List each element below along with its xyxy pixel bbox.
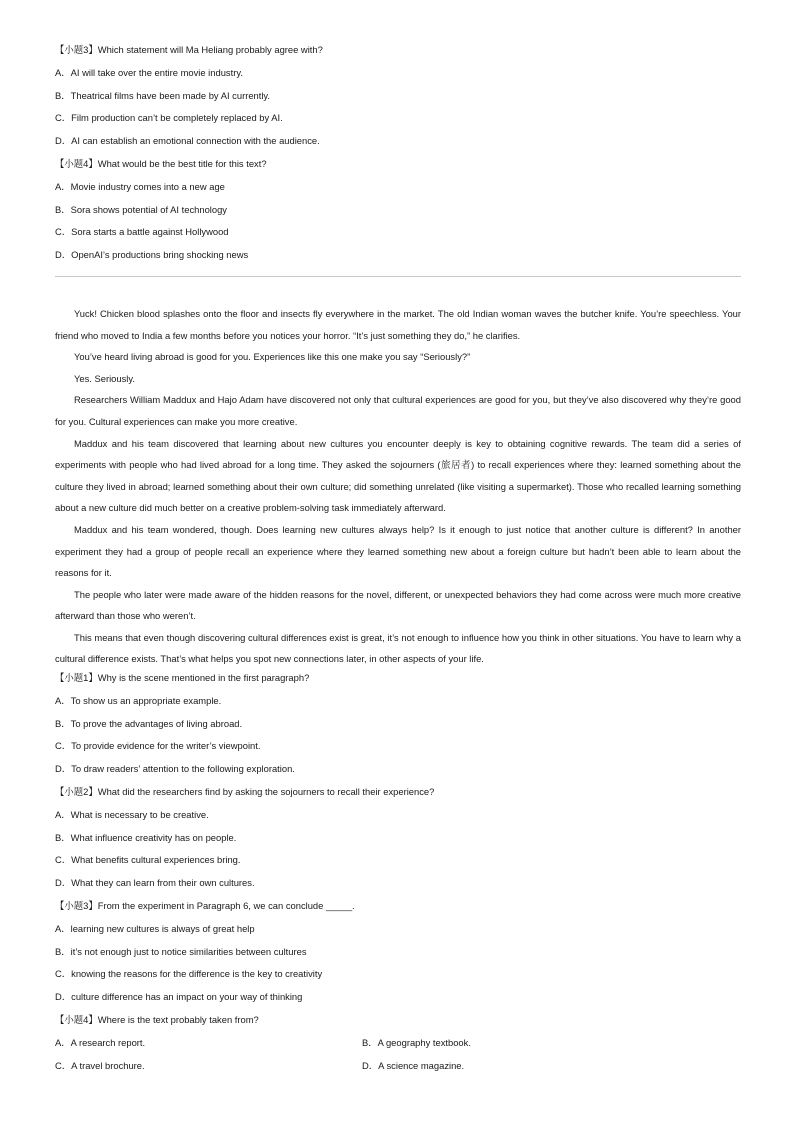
passage-paragraph: Yuck! Chicken blood splashes onto the floor and insects fly everywhere in the market. The old Indian woman waves the butcher knife. You’re speechless. Your friend who moved to India a few months before you notices your horror. “It’s just something they do,” he clarifies. — [55, 307, 741, 341]
option-a[interactable]: A．Movie industry comes into a new age — [55, 180, 225, 192]
reading-passage — [55, 303, 741, 670]
option-c[interactable]: C．What benefits cultural experiences bring. — [55, 854, 241, 866]
option-d[interactable]: D．A science magazine. — [362, 1059, 465, 1071]
option-c[interactable]: C．A travel brochure. — [55, 1059, 145, 1071]
option-d[interactable]: D．AI can establish an emotional connection with the audience. — [55, 135, 320, 147]
question-block — [55, 898, 741, 1012]
option-c[interactable]: C．Sora starts a battle against Hollywood — [55, 226, 229, 238]
document-page — [55, 42, 741, 1080]
option-d[interactable]: D．What they can learn from their own cultures. — [55, 877, 255, 889]
question-stem: 【小题1】Why is the scene mentioned in the first paragraph? — [55, 672, 310, 684]
option-a[interactable]: A．A research report. — [55, 1036, 146, 1048]
question-stem: 【小题4】Where is the text probably taken from? — [55, 1014, 259, 1026]
option-c[interactable]: C．Film production can’t be completely replaced by AI. — [55, 112, 283, 124]
option-b[interactable]: B．What influence creativity has on people. — [55, 831, 237, 843]
passage-paragraph: This means that even though discovering cultural differences exist is great, it’s not enough to influence how you think in other situations. You have to learn why a cultural difference exists. That’s what helps you spot new connections later, in other aspects of your life. — [55, 631, 741, 665]
option-d[interactable]: D．culture difference has an impact on your way of thinking — [55, 991, 303, 1003]
option-b[interactable]: B．A geography textbook. — [362, 1036, 471, 1048]
option-c[interactable]: C．knowing the reasons for the difference is the key to creativity — [55, 968, 323, 980]
section-divider — [55, 276, 741, 277]
option-c[interactable]: C．To provide evidence for the writer’s viewpoint. — [55, 740, 261, 752]
passage-paragraph: The people who later were made aware of the hidden reasons for the novel, different, or unexpected behaviors they had come across were much more creative afterward than those who weren’t. — [55, 588, 741, 622]
option-a[interactable]: A．learning new cultures is always of great help — [55, 922, 255, 934]
option-d[interactable]: D．To draw readers’ attention to the following exploration. — [55, 763, 295, 775]
option-b[interactable]: B．To prove the advantages of living abroad. — [55, 717, 243, 729]
passage-paragraph: Yes. Seriously. — [74, 372, 135, 384]
option-b[interactable]: B．it’s not enough just to notice similarities between cultures — [55, 945, 307, 957]
question-block — [55, 1012, 741, 1080]
options-row — [55, 1035, 741, 1058]
passage-paragraph: Researchers William Maddux and Hajo Adam have discovered not only that cultural experiences are good for you, but they’ve also discovered why they’re good for you. Cultural experiences can make you more creative. — [55, 394, 741, 427]
passage-paragraph: Maddux and his team discovered that learning about new cultures you encounter deeply is key to obtaining cognitive rewards. The team did a series of experiments with people who had lived abroad for a long time. They asked the sojourners (旅居者) to recall experiences where they: learned something about the culture they lived in abroad; learned something about their own culture; did something unrelated (like visiting a supermarket). Those who recalled learning something about a new culture did much better on a creative problem-solving task immediately afterward. — [55, 437, 741, 514]
option-a[interactable]: A．To show us an appropriate example. — [55, 694, 222, 706]
question-block — [55, 784, 741, 898]
options-row — [55, 1058, 741, 1081]
question-stem: 【小题3】Which statement will Ma Heliang probably agree with? — [55, 44, 323, 55]
passage-paragraph: You’ve heard living abroad is good for you. Experiences like this one make you say “Seriously?” — [74, 351, 471, 363]
question-stem: 【小题3】From the experiment in Paragraph 6, we can conclude _____. — [55, 900, 355, 912]
question-stem: 【小题2】What did the researchers find by asking the sojourners to recall their experience? — [55, 786, 435, 798]
passage-paragraph: Maddux and his team wondered, though. Does learning new cultures always help? Is it enough to just notice that another culture is different? In another experiment they had a group of people recall an experience where they learned something new about a foreign culture but hadn’t been able to learn about the reasons for it. — [55, 523, 741, 579]
option-a[interactable]: A．AI will take over the entire movie industry. — [55, 66, 243, 78]
option-d[interactable]: D．OpenAI’s productions bring shocking news — [55, 249, 249, 261]
option-b[interactable]: B．Theatrical films have been made by AI currently. — [55, 89, 271, 101]
question-block — [55, 670, 741, 784]
option-a[interactable]: A．What is necessary to be creative. — [55, 808, 209, 820]
option-b[interactable]: B．Sora shows potential of AI technology — [55, 203, 227, 215]
question-block — [55, 42, 741, 156]
question-stem: 【小题4】What would be the best title for this text? — [55, 157, 267, 169]
question-block — [55, 156, 741, 270]
